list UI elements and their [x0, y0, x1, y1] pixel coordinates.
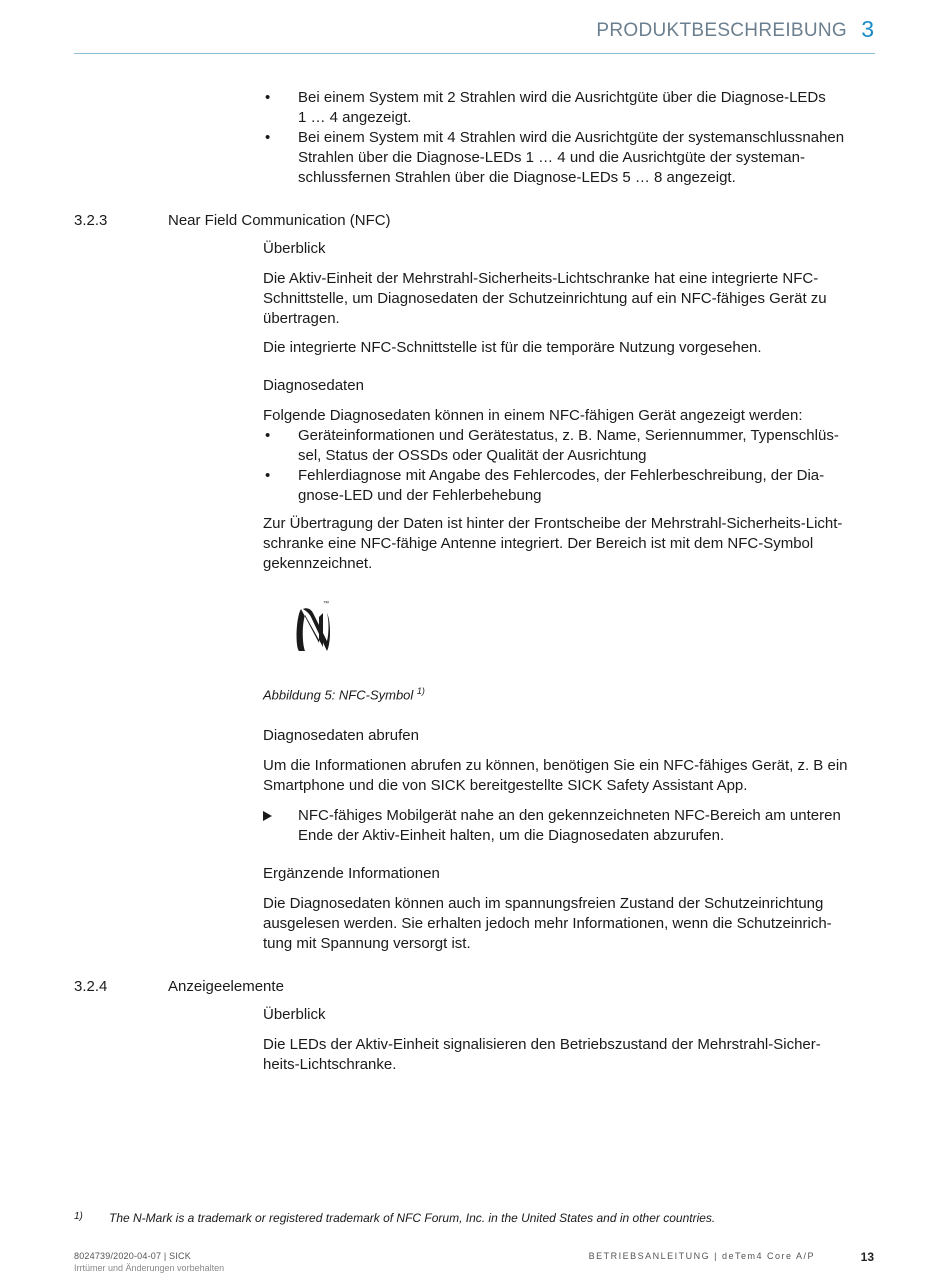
paragraph-line: Um die Informationen abrufen zu können, benötigen Sie ein NFC-fähiges Gerät, z. B ein — [263, 757, 848, 774]
bullet-icon: • — [265, 467, 271, 484]
paragraph-line: Die Diagnosedaten können auch im spannungsfreien Zustand der Schutzeinrichtung — [263, 895, 824, 912]
instruction-step — [263, 806, 878, 846]
list-item — [263, 466, 878, 506]
subheading-additional-info: Ergänzende Informationen — [263, 865, 440, 882]
running-header-title: PRODUKTBESCHREIBUNG — [596, 20, 847, 41]
list-item-line: Geräteinformationen und Gerätestatus, z. B. Name, Seriennummer, Typenschlüs- — [298, 427, 839, 444]
paragraph — [263, 894, 878, 954]
paragraph-line: Smartphone und die von SICK bereitgestellte SICK Safety Assistant App. — [263, 777, 748, 794]
figure-caption — [263, 686, 425, 702]
bullet-icon: • — [265, 427, 271, 444]
paragraph — [263, 756, 878, 796]
footer-doc-id: 8024739/2020-04-07 | SICK — [74, 1251, 191, 1261]
paragraph-line: Die Aktiv-Einheit der Mehrstrahl-Sicherheits-Lichtschranke hat eine integrierte NFC- — [263, 270, 819, 287]
subheading-overview: Überblick — [263, 240, 326, 257]
paragraph-line: Zur Übertragung der Daten ist hinter der Frontscheibe der Mehrstrahl-Sicherheits-Licht- — [263, 515, 843, 532]
list-item-line: Bei einem System mit 4 Strahlen wird die Ausrichtgüte der systemanschlussnahen — [298, 129, 845, 146]
list-item-line: Strahlen über die Diagnose-LEDs 1 … 4 und die Ausrichtgüte der systeman- — [298, 149, 805, 166]
footnote-text: The N-Mark is a trademark or registered trademark of NFC Forum, Inc. in the United States and in other countries. — [109, 1211, 716, 1225]
step-line: NFC-fähiges Mobilgerät nahe an den gekennzeichneten NFC-Bereich am unteren — [298, 807, 841, 824]
paragraph-line: Schnittstelle, um Diagnosedaten der Schutzeinrichtung auf ein NFC-fähiges Gerät zu — [263, 290, 827, 307]
footer-doc-type: BETRIEBSANLEITUNG | deTem4 Core A/P — [588, 1251, 815, 1261]
paragraph: Die integrierte NFC-Schnittstelle ist für die temporäre Nutzung vorgesehen. — [263, 339, 762, 356]
page-number: 13 — [860, 1250, 874, 1264]
step-arrow-icon — [263, 811, 272, 821]
trademark-sign: ™ — [323, 601, 329, 607]
subheading-overview: Überblick — [263, 1006, 326, 1023]
list-item — [263, 128, 878, 188]
subheading-retrieve-data: Diagnosedaten abrufen — [263, 727, 419, 744]
paragraph — [263, 1035, 878, 1075]
footnote-mark: 1) — [74, 1211, 83, 1222]
footer-disclaimer: Irrtümer und Änderungen vorbehalten — [74, 1263, 225, 1273]
paragraph-line: gekennzeichnet. — [263, 555, 373, 572]
list-item-line: 1 … 4 angezeigt. — [298, 109, 412, 126]
paragraph-line: ausgelesen werden. Sie erhalten jedoch mehr Informationen, wenn die Schutzeinrich- — [263, 915, 832, 932]
footnote-reference: 1) — [416, 686, 425, 696]
subheading-diagnostic-data: Diagnosedaten — [263, 377, 364, 394]
paragraph-line: übertragen. — [263, 310, 340, 327]
paragraph-line: schranke eine NFC-fähige Antenne integriert. Der Bereich ist mit dem NFC-Symbol — [263, 535, 814, 552]
step-line: Ende der Aktiv-Einheit halten, um die Diagnosedaten abzurufen. — [298, 827, 725, 844]
section-number: 3.2.3 — [74, 212, 108, 229]
header-divider — [74, 53, 875, 54]
section-number: 3.2.4 — [74, 978, 108, 995]
bullet-icon: • — [265, 89, 271, 106]
section-title: Near Field Communication (NFC) — [168, 212, 391, 229]
list-item — [263, 88, 878, 128]
list-item-line: Bei einem System mit 2 Strahlen wird die Ausrichtgüte über die Diagnose-LEDs — [298, 89, 826, 106]
list-item-line: schlussfernen Strahlen über die Diagnose-LEDs 5 … 8 angezeigt. — [298, 169, 736, 186]
paragraph — [263, 514, 878, 574]
paragraph-line: heits-Lichtschranke. — [263, 1056, 397, 1073]
section-title: Anzeigeelemente — [168, 978, 284, 995]
paragraph — [263, 269, 878, 329]
bullet-icon: • — [265, 129, 271, 146]
paragraph: Folgende Diagnosedaten können in einem NFC-fähigen Gerät angezeigt werden: — [263, 407, 803, 424]
list-item-line: gnose-LED und der Fehlerbehebung — [298, 487, 542, 504]
figure-caption-text: Abbildung 5: NFC-Symbol — [263, 687, 414, 703]
list-item — [263, 426, 878, 466]
paragraph-line: tung mit Spannung versorgt ist. — [263, 935, 471, 952]
list-item-line: Fehlerdiagnose mit Angabe des Fehlercodes, der Fehlerbeschreibung, der Dia- — [298, 467, 825, 484]
nfc-n-mark-logo — [293, 603, 335, 657]
chapter-number: 3 — [861, 16, 874, 42]
paragraph-line: Die LEDs der Aktiv-Einheit signalisieren den Betriebszustand der Mehrstrahl-Sicher- — [263, 1036, 821, 1053]
nfc-logo-icon — [293, 603, 335, 657]
list-item-line: sel, Status der OSSDs oder Qualität der Ausrichtung — [298, 447, 647, 464]
